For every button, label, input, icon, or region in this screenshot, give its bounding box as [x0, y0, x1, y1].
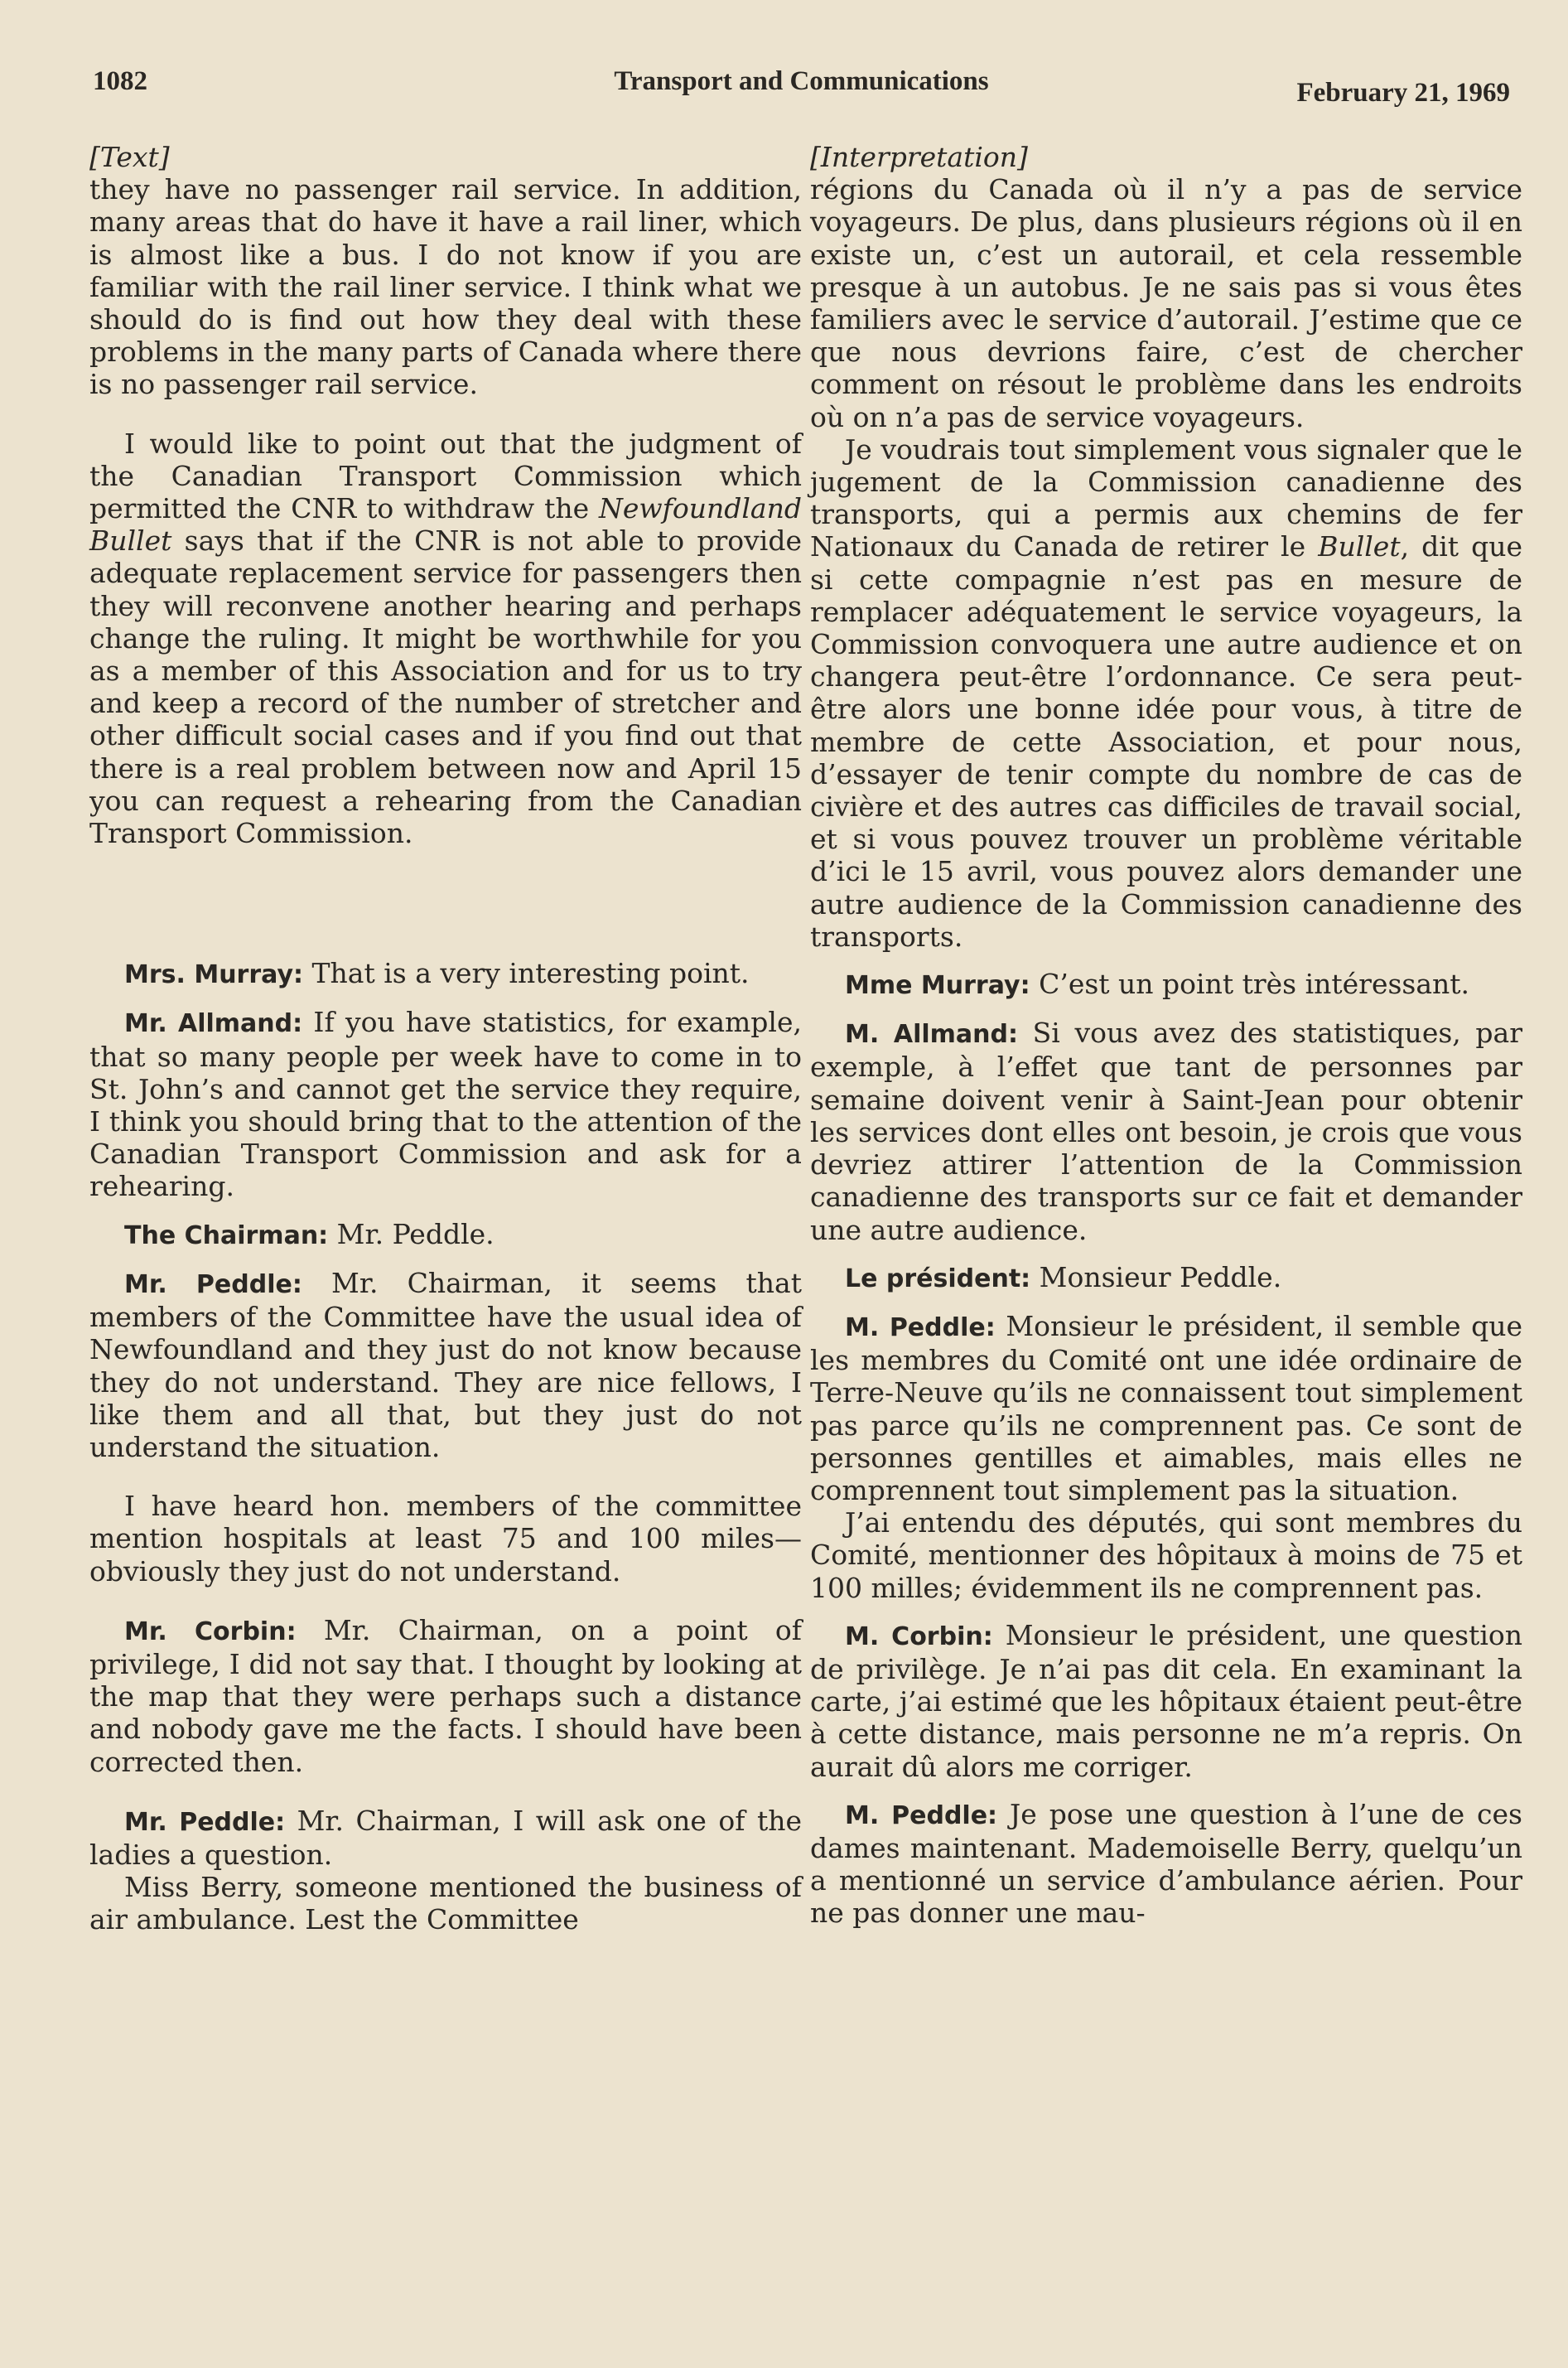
train-name: Bullet	[1318, 530, 1401, 563]
paragraph: they have no passenger rail service. In addition, many areas that do have it have a rail liner, which is almost like a bus. I do not know if you are familiar with the rail liner service. I think what we should do is find out how they deal with these problems in the many parts of Canada where there is no passenger rail service.	[89, 173, 802, 401]
speaker-name: Mrs. Murray:	[124, 960, 304, 990]
page-header	[93, 66, 1510, 116]
speech: M. Peddle: Je pose une question à l’une de ces dames maintenant. Mademoiselle Berry, quelqu’un a mentionné un service d’ambulance aérien. Pour ne pas donner une mau-	[810, 1797, 1522, 1930]
paragraph: J’ai entendu des députés, qui sont membres du Comité, mentionner des hôpitaux à moins de 75 et 100 milles; évidemment ils ne comprennent pas.	[810, 1506, 1522, 1604]
speaker-name: M. Allmand:	[845, 1020, 1018, 1050]
speech: The Chairman: Mr. Peddle.	[124, 1217, 495, 1250]
train-name: Newfoundland Bullet	[89, 492, 802, 558]
running-title: Transport and Communications	[614, 66, 989, 96]
speaker-name: Mr. Peddle:	[124, 1269, 302, 1299]
speaker-name: Mr. Peddle:	[124, 1807, 286, 1837]
french-column	[810, 141, 1522, 1930]
speaker-name: Mr. Corbin:	[124, 1617, 297, 1646]
paragraph: Miss Berry, someone mentioned the business of air ambulance. Lest the Committee	[89, 1871, 802, 1936]
text-label: [Text]	[89, 141, 170, 173]
speech: Mr. Corbin: Mr. Chairman, on a point of privilege, I did not say that. I thought by looking at the map that they were perhaps such a distance and nobody gave me the facts. I should have been corrected then.	[89, 1613, 803, 1778]
speaker-name: Mr. Allmand:	[124, 1009, 303, 1039]
speaker-name: M. Corbin:	[845, 1621, 993, 1651]
speaker-name: M. Peddle:	[845, 1312, 996, 1342]
speech: Mrs. Murray: That is a very interesting point.	[124, 957, 750, 990]
paragraph: I would like to point out that the judgment of the Canadian Transport Commission which permitted the CNR to withdraw the Newfoundland Bullet says that if the CNR is not able to provide adequate replacement service for passengers then they will reconvene another hearing and perhaps change the ruling. It might be worthwhile for you as a member of this Association and for us to try and keep a record of the number of stretcher and other difficult social cases and if you find out that there is a real problem between now and April 15 you can request a rehearing from the Canadian Transport Commission.	[89, 427, 802, 850]
interpretation-label: [Interpretation]	[810, 141, 1028, 173]
paragraph: Je voudrais tout simplement vous signaler que le jugement de la Commission canadienne des transports, qui a permis aux chemins de fer Nationaux du Canada de retirer le Bullet, dit que si cette compagnie n’est pas en mesure de remplacer adéquatement le service voyageurs, la Commission convoquera une autre audience et on changera peut-être l’ordonnance. Ce sera peut-être alors une bonne idée pour vous, à titre de membre de cette Association, et pour nous, d’essayer de tenir compte du nombre de cas de civière et des autres cas difficiles de travail social, et si vous pouvez trouver un problème véritable d’ici le 15 avril, vous pouvez alors demander une autre audience de la Commission canadienne des transports.	[810, 433, 1522, 953]
speaker-name: M. Peddle:	[845, 1800, 998, 1830]
speech: M. Allmand: Si vous avez des statistiques, par exemple, à l’effet que tant de personnes par semaine doivent venir à Saint-Jean pour obtenir les services dont elles ont besoin, je crois que vous devriez attirer l’attention de la Commission canadienne des transports sur ce fait et demander une autre audience.	[810, 1017, 1523, 1246]
speaker-name: Mme Murray:	[845, 971, 1030, 1001]
speech: Mr. Peddle: Mr. Chairman, it seems that members of the Committee have the usual idea of Newfoundland and they just do not know because they do not understand. They are nice fellows, I like them and all that, but they just do not understand the situation.	[89, 1266, 802, 1463]
paragraph: régions du Canada où il n’y a pas de service voyageurs. De plus, dans plusieurs régions où il en existe un, c’est un autorail, et cela ressemble presque à un autobus. Je ne sais pas si vous êtes familiers avec le service d’autorail. J’estime que ce que nous devrions faire, c’est de chercher comment on résout le problème dans les endroits où on n’a pas de service voyageurs.	[810, 173, 1522, 433]
speech: M. Peddle: Monsieur le président, il semble que les membres du Comité ont une idée ordinaire de Terre-Neuve qu’ils ne connaissent tout simplement pas parce qu’ils ne comprennent pas. Ce sont de personnes gentilles et aimables, mais elles ne comprennent tout simplement pas la situation.	[810, 1309, 1522, 1506]
speaker-name: Le président:	[845, 1264, 1031, 1293]
page-number: 1082	[93, 66, 147, 96]
page-date: February 21, 1969	[1296, 78, 1510, 108]
speaker-name: The Chairman:	[124, 1220, 329, 1250]
speech: M. Corbin: Monsieur le président, une question de privilège. Je n’ai pas dit cela. En examinant la carte, j’ai estimé que les hôpitaux étaient peut-être à cette distance, mais personne ne m’a repris. On aurait dû alors me corriger.	[810, 1618, 1522, 1783]
speech: Mr. Allmand: If you have statistics, for example, that so many people per week have to come in to St. John’s and cannot get the service they require, I think you should bring that to the attention of the Canadian Transport Commission and ask for a rehearing.	[89, 1006, 802, 1203]
speech: Le président: Monsieur Peddle.	[845, 1260, 1282, 1293]
english-column	[89, 141, 802, 1936]
paragraph: I have heard hon. members of the committee mention hospitals at least 75 and 100 miles—obviously they just do not understand.	[89, 1490, 802, 1588]
speech: Mme Murray: C’est un point très intéressant.	[845, 968, 1470, 1001]
speech: Mr. Peddle: Mr. Chairman, I will ask one of the ladies a question.	[89, 1804, 803, 1871]
